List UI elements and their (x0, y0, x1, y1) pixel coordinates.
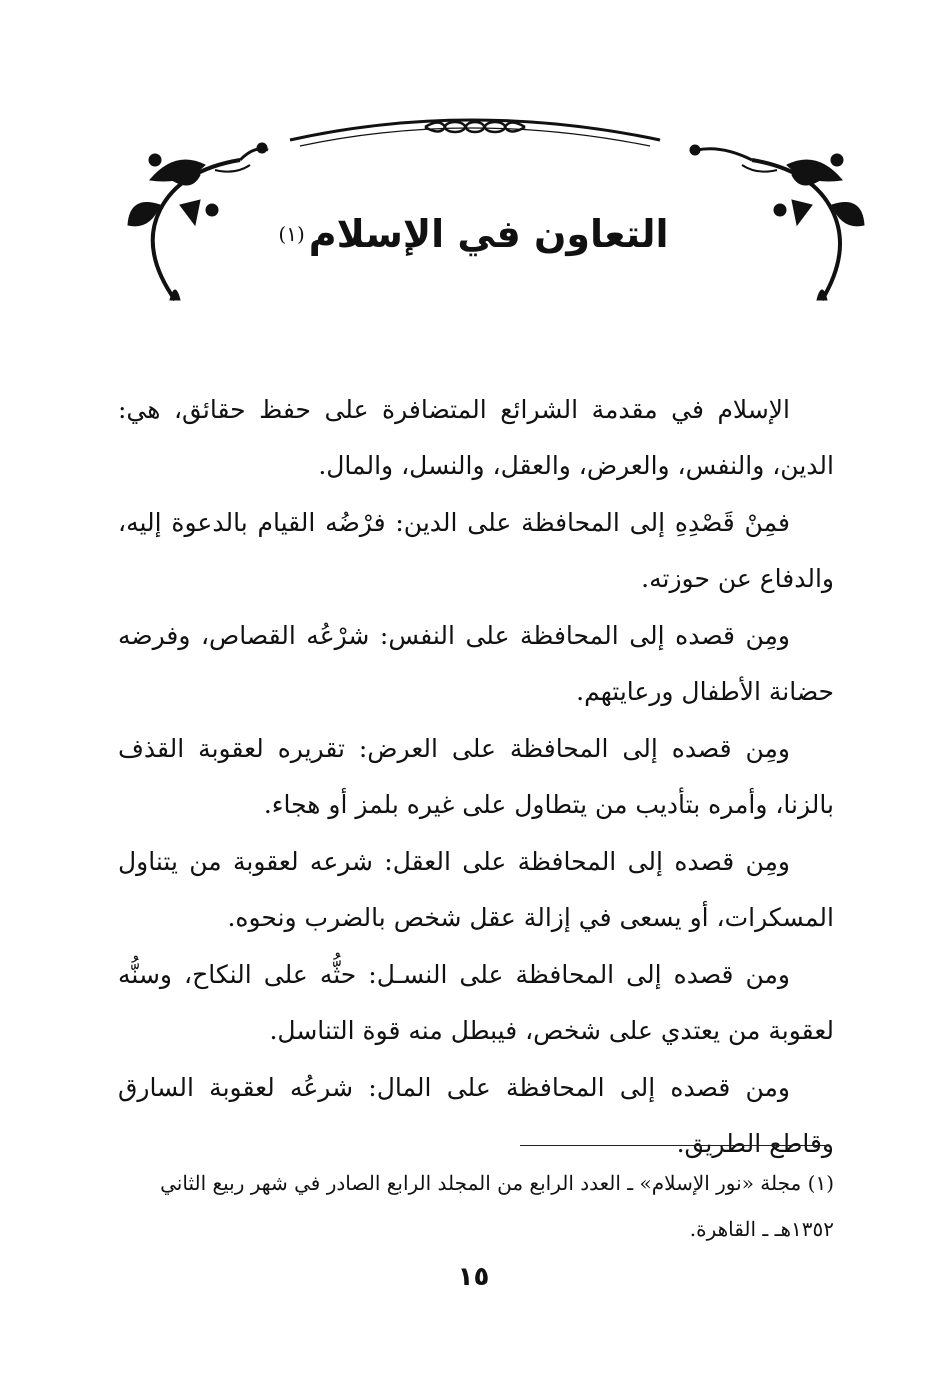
paragraph: ومن قصده إلى المحافظة على المال: شرعُه لعقوبة السارق وقاطع الطريق. (118, 1073, 834, 1158)
chapter-heading (0, 212, 947, 256)
paragraph: ومِن قصده إلى المحافظة على العرض: تقريره لعقوبة القذف بالزنا، وأمره بتأديب من يتطاول على غيره بلمز أو هجاء. (118, 734, 834, 819)
paragraph: ومِن قصده إلى المحافظة على العقل: شرعه لعقوبة من يتناول المسكرات، أو يسعى في إزالة عقل شخص بالضرب ونحوه. (118, 847, 834, 932)
title-ornament-frame (0, 0, 947, 330)
paragraph: ومن قصده إلى المحافظة على النسـل: حثُّه على النكاح، وسنُّه لعقوبة من يعتدي على شخص، فيبطل منه قوة التناسل. (118, 960, 834, 1045)
footnote: (١) مجلة «نور الإسلام» ـ العدد الرابع من المجلد الرابع الصادر في شهر ربيع الثاني ١٣٥٢هـ ـ القاهرة. (160, 1171, 834, 1241)
page-number: ١٥ (457, 1262, 490, 1292)
paragraph: فمِنْ قَصْدِهِ إلى المحافظة على الدين: فرْضُه القيام بالدعوة إليه، والدفاع عن حوزته. (118, 508, 834, 593)
footnote-separator (520, 1145, 830, 1146)
paragraph: ومِن قصده إلى المحافظة على النفس: شرْعُه القصاص، وفرضه حضانة الأطفال ورعايتهم. (118, 621, 834, 706)
body-text (118, 382, 834, 1173)
paragraph: الإسلام في مقدمة الشرائع المتضافرة على حفظ حقائق، هي: الدين، والنفس، والعرض، والعقل، والنسل، والمال. (118, 395, 834, 480)
chapter-title: التعاون في الإسلام (308, 212, 669, 256)
center-knot-ornament (425, 122, 525, 132)
title-footnote-marker: (١) (278, 221, 305, 246)
